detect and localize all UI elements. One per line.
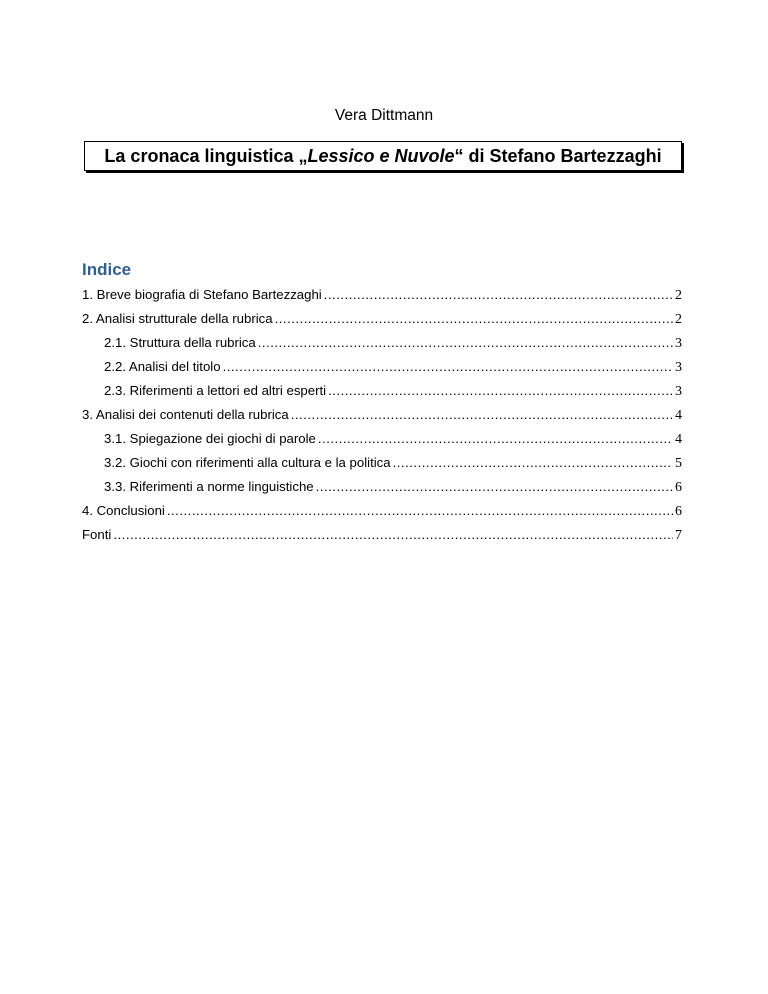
toc-entry[interactable]: [82, 523, 682, 547]
toc-leader-dots: [113, 523, 673, 547]
toc-entry-page: 6: [675, 480, 682, 495]
toc-entry[interactable]: [82, 427, 682, 451]
toc-entry-page: 2: [675, 288, 682, 303]
author-name: Vera Dittmann: [334, 107, 434, 124]
toc-entry-page: 3: [675, 384, 682, 399]
toc-entry-page: 4: [675, 432, 682, 447]
toc-leader-dots: [167, 499, 673, 523]
toc-entry-label: 4. Conclusioni: [82, 503, 165, 518]
document-title: [84, 141, 682, 171]
toc-entry-label: 3.2. Giochi con riferimenti alla cultura e la politica: [104, 455, 391, 470]
toc-entry[interactable]: [82, 283, 682, 307]
toc-entry[interactable]: [82, 403, 682, 427]
toc-entry-label: 2.3. Riferimenti a lettori ed altri esperti: [104, 383, 327, 398]
toc-entry-page: 4: [675, 408, 682, 423]
toc-entry-label: 1. Breve biografia di Stefano Bartezzaghi: [82, 287, 322, 302]
title-text-after: “ di Stefano Bartezzaghi: [454, 145, 662, 166]
toc-leader-dots: [316, 475, 673, 499]
toc-entry-page: 5: [675, 456, 682, 471]
toc-leader-dots: [258, 331, 673, 355]
toc-entry-label: 3.3. Riferimenti a norme linguistiche: [104, 479, 314, 494]
title-text-italic: Lessico e Nuvole: [307, 145, 455, 166]
toc-entry-page: 6: [675, 504, 682, 519]
toc-entry-label: 2.1. Struttura della rubrica: [104, 335, 256, 350]
toc-leader-dots: [275, 307, 673, 331]
toc-leader-dots: [223, 355, 673, 379]
toc-entry[interactable]: [82, 307, 682, 331]
toc-entry-label: 2. Analisi strutturale della rubrica: [82, 311, 273, 326]
toc-entry-page: 3: [675, 336, 682, 351]
toc-leader-dots: [328, 379, 673, 403]
toc-entry-label: Fonti: [82, 527, 112, 542]
toc-entry[interactable]: [82, 331, 682, 355]
table-of-contents: [82, 283, 682, 547]
toc-leader-dots: [318, 427, 673, 451]
toc-entry-page: 3: [675, 360, 682, 375]
toc-entry[interactable]: [82, 499, 682, 523]
toc-entry-page: 2: [675, 312, 682, 327]
toc-entry[interactable]: [82, 475, 682, 499]
toc-entry-page: 7: [675, 528, 682, 543]
toc-leader-dots: [393, 451, 673, 475]
toc-entry[interactable]: [82, 379, 682, 403]
toc-heading: Indice: [82, 260, 132, 279]
toc-entry[interactable]: [82, 355, 682, 379]
toc-entry-label: 3.1. Spiegazione dei giochi di parole: [104, 431, 316, 446]
toc-entry[interactable]: [82, 451, 682, 475]
toc-entry-label: 3. Analisi dei contenuti della rubrica: [82, 407, 289, 422]
title-text-before: La cronaca linguistica „: [104, 145, 308, 166]
toc-entry-label: 2.2. Analisi del titolo: [104, 359, 221, 374]
toc-leader-dots: [291, 403, 673, 427]
toc-leader-dots: [324, 283, 673, 307]
